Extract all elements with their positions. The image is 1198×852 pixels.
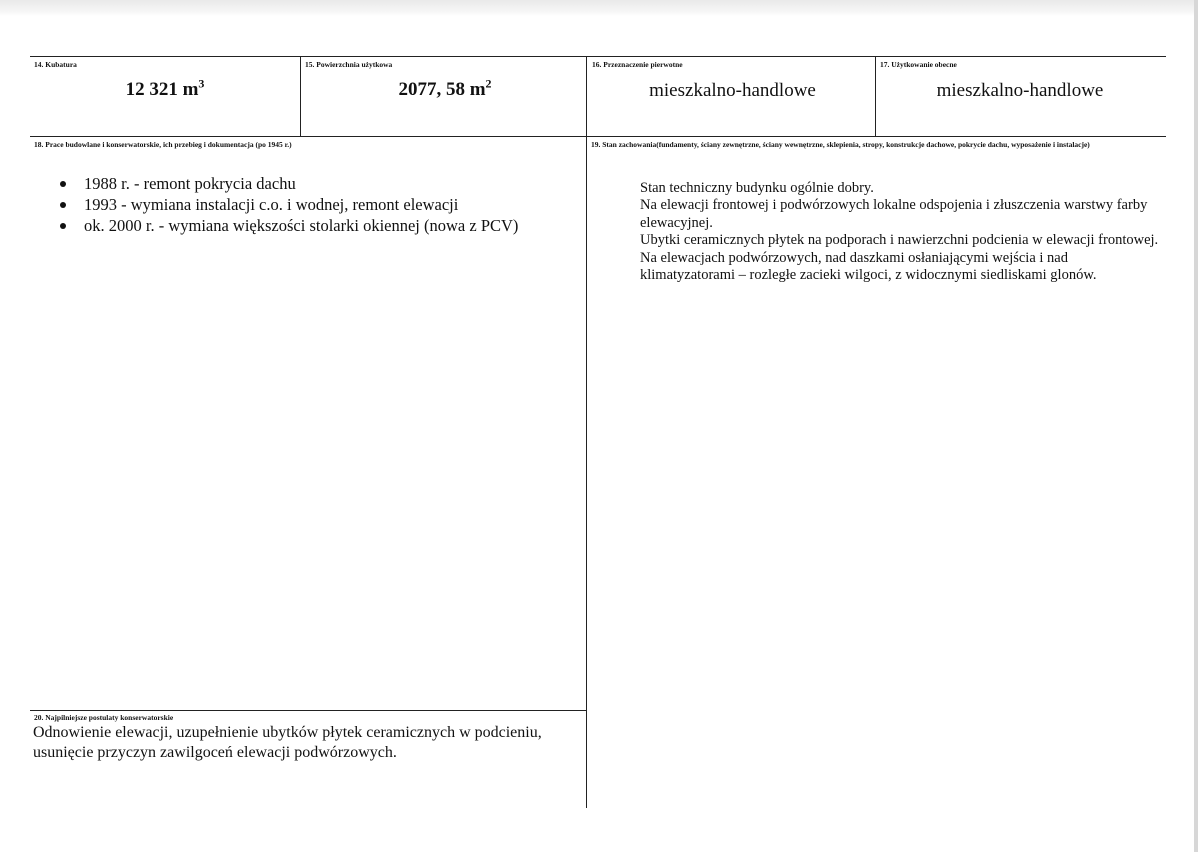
condition-line: Stan techniczny budynku ogólnie dobry. bbox=[640, 180, 874, 196]
column-divider bbox=[586, 56, 587, 808]
row-divider bbox=[30, 136, 1166, 137]
list-item bbox=[36, 194, 518, 215]
construction-works-list bbox=[36, 173, 518, 236]
area-value: 2077, 58 m bbox=[398, 79, 486, 100]
bullet-icon bbox=[60, 223, 66, 229]
area-unit-exponent: 2 bbox=[485, 76, 492, 91]
list-item-text: 1988 r. - remont pokrycia dachu bbox=[84, 174, 296, 193]
field-19-label: 19. Stan zachowania(fundamenty, ściany zewnętrzne, ściany wewnętrzne, sklepienia, stropy, konstrukcje dachowe, pokrycie dachu, wyposażenie i instalacje) bbox=[591, 140, 1090, 149]
table-top-rule bbox=[30, 56, 1166, 57]
bullet-icon bbox=[60, 181, 66, 187]
field-16-label: 16. Przeznaczenie pierwotne bbox=[592, 60, 683, 69]
conservation-postulates-text: Odnowienie elewacji, uzupełnienie ubytków płytek ceramicznych w podcieniu, usunięcie przyczyn zawilgoceń elewacji podwórzowych. bbox=[33, 724, 542, 761]
condition-line: Ubytki ceramicznych płytek na podporach i nawierzchni podcienia w elewacji frontowej. bbox=[640, 232, 1159, 249]
scan-edge-right bbox=[1194, 0, 1198, 852]
list-item bbox=[36, 173, 518, 194]
field-17-value: mieszkalno-handlowe bbox=[936, 80, 1104, 101]
scan-edge bbox=[0, 0, 1198, 16]
section-divider bbox=[30, 710, 587, 711]
field-15-label: 15. Powierzchnia użytkowa bbox=[305, 60, 393, 69]
field-20-label: 20. Najpilniejsze postulaty konserwatorskie bbox=[34, 713, 174, 722]
field-15-value bbox=[345, 76, 545, 101]
field-17-label: 17. Użytkowanie obecne bbox=[880, 60, 957, 69]
bullet-icon bbox=[60, 202, 66, 208]
condition-line: Na elewacji frontowej i podwórzowych lokalne odspojenia i złuszczenia warstwy farby elewacyjnej. bbox=[640, 197, 1148, 231]
field-18-label: 18. Prace budowlane i konserwatorskie, ich przebieg i dokumentacja (po 1945 r.) bbox=[34, 140, 292, 149]
list-item-text: ok. 2000 r. - wymiana większości stolarki okiennej (nowa z PCV) bbox=[84, 216, 519, 235]
condition-line: Na elewacjach podwórzowych, nad daszkami osłaniającymi wejścia i nad klimatyzatorami – rozległe zacieki wilgoci, z widocznymi siedliskami glonów. bbox=[640, 249, 1097, 284]
field-14-value bbox=[60, 76, 270, 101]
volume-value: 12 321 m bbox=[125, 79, 199, 100]
condition-description bbox=[640, 180, 1160, 284]
column-divider bbox=[875, 56, 876, 136]
list-item bbox=[36, 215, 518, 236]
volume-unit-exponent: 3 bbox=[198, 76, 205, 91]
list-item-text: 1993 - wymiana instalacji c.o. i wodnej, remont elewacji bbox=[84, 195, 459, 214]
column-divider bbox=[300, 56, 301, 136]
field-16-value: mieszkalno-handlowe bbox=[649, 80, 816, 101]
field-14-label: 14. Kubatura bbox=[34, 60, 77, 69]
